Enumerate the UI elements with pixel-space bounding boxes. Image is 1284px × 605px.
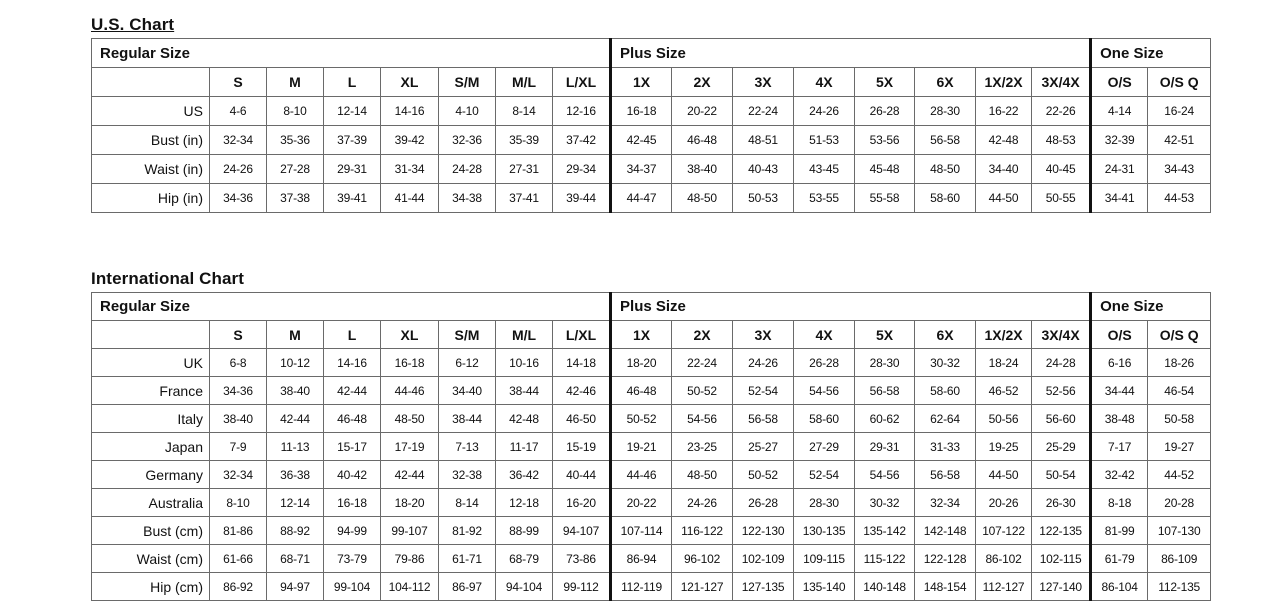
table-cell: 27-28 [267, 155, 324, 184]
us-chart-section [91, 12, 1199, 213]
table-cell: 34-40 [976, 155, 1032, 184]
table-cell: 4-10 [439, 97, 496, 126]
table-row [92, 405, 1211, 433]
table-cell: 39-44 [553, 184, 611, 213]
table-cell: 42-48 [976, 126, 1032, 155]
table-cell: 37-38 [267, 184, 324, 213]
corner-cell [92, 321, 210, 349]
table-cell: 34-37 [611, 155, 672, 184]
table-row [92, 349, 1211, 377]
table-cell: 16-18 [324, 489, 381, 517]
table-cell: 18-26 [1148, 349, 1211, 377]
table-cell: 50-56 [976, 405, 1032, 433]
size-header: O/S Q [1148, 68, 1211, 97]
size-header: O/S [1091, 68, 1148, 97]
us-size-table [91, 38, 1211, 213]
size-header: 6X [915, 68, 976, 97]
table-row [92, 155, 1211, 184]
table-cell: 107-114 [611, 517, 672, 545]
size-header: M/L [496, 68, 553, 97]
table-cell: 34-41 [1091, 184, 1148, 213]
table-cell: 51-53 [794, 126, 855, 155]
table-cell: 115-122 [855, 545, 915, 573]
table-cell: 61-79 [1091, 545, 1148, 573]
table-cell: 48-50 [381, 405, 439, 433]
table-cell: 86-109 [1148, 545, 1211, 573]
table-cell: 43-45 [794, 155, 855, 184]
table-cell: 12-18 [496, 489, 553, 517]
table-cell: 38-44 [439, 405, 496, 433]
table-cell: 19-27 [1148, 433, 1211, 461]
table-cell: 38-44 [496, 377, 553, 405]
table-cell: 12-14 [324, 97, 381, 126]
table-cell: 22-24 [733, 97, 794, 126]
table-cell: 44-53 [1148, 184, 1211, 213]
size-header: XL [381, 68, 439, 97]
table-cell: 24-26 [210, 155, 267, 184]
table-cell: 34-40 [439, 377, 496, 405]
table-cell: 14-18 [553, 349, 611, 377]
table-cell: 96-102 [672, 545, 733, 573]
table-cell: 94-104 [496, 573, 553, 601]
table-cell: 35-36 [267, 126, 324, 155]
table-cell: 4-6 [210, 97, 267, 126]
group-header: Plus Size [611, 39, 1091, 68]
group-header: Plus Size [611, 293, 1091, 321]
table-row [92, 573, 1211, 601]
table-cell: 44-46 [381, 377, 439, 405]
group-header: One Size [1091, 39, 1211, 68]
table-cell: 46-50 [553, 405, 611, 433]
table-cell: 32-36 [439, 126, 496, 155]
size-header: S/M [439, 321, 496, 349]
table-cell: 54-56 [855, 461, 915, 489]
table-cell: 94-97 [267, 573, 324, 601]
table-cell: 112-127 [976, 573, 1032, 601]
table-cell: 6-8 [210, 349, 267, 377]
table-cell: 107-122 [976, 517, 1032, 545]
table-cell: 46-48 [672, 126, 733, 155]
table-cell: 42-51 [1148, 126, 1211, 155]
table-cell: 58-60 [794, 405, 855, 433]
table-cell: 26-28 [855, 97, 915, 126]
size-header: 1X [611, 68, 672, 97]
size-header: 1X/2X [976, 321, 1032, 349]
table-cell: 88-92 [267, 517, 324, 545]
table-cell: 58-60 [915, 184, 976, 213]
table-row [92, 489, 1211, 517]
table-cell: 112-135 [1148, 573, 1211, 601]
table-cell: 37-41 [496, 184, 553, 213]
table-cell: 68-79 [496, 545, 553, 573]
table-cell: 42-44 [381, 461, 439, 489]
row-label: Bust (in) [92, 126, 210, 155]
table-cell: 7-17 [1091, 433, 1148, 461]
international-group-header-row [92, 293, 1211, 321]
row-label: Hip (in) [92, 184, 210, 213]
table-cell: 6-16 [1091, 349, 1148, 377]
us-chart-title: U.S. Chart [91, 15, 175, 34]
size-header: 4X [794, 321, 855, 349]
table-cell: 116-122 [672, 517, 733, 545]
table-cell: 121-127 [672, 573, 733, 601]
table-cell: 12-14 [267, 489, 324, 517]
table-cell: 122-130 [733, 517, 794, 545]
table-cell: 73-79 [324, 545, 381, 573]
table-cell: 99-107 [381, 517, 439, 545]
table-cell: 44-52 [1148, 461, 1211, 489]
table-cell: 79-86 [381, 545, 439, 573]
table-cell: 24-26 [794, 97, 855, 126]
table-cell: 39-41 [324, 184, 381, 213]
table-cell: 73-86 [553, 545, 611, 573]
table-cell: 28-30 [915, 97, 976, 126]
table-cell: 56-60 [1032, 405, 1091, 433]
table-row [92, 517, 1211, 545]
table-cell: 20-22 [611, 489, 672, 517]
size-header: L [324, 321, 381, 349]
table-cell: 112-119 [611, 573, 672, 601]
table-cell: 7-9 [210, 433, 267, 461]
group-header: One Size [1091, 293, 1211, 321]
table-cell: 34-36 [210, 184, 267, 213]
table-cell: 40-42 [324, 461, 381, 489]
size-header: M [267, 321, 324, 349]
table-cell: 24-26 [733, 349, 794, 377]
row-label: US [92, 97, 210, 126]
table-cell: 26-30 [1032, 489, 1091, 517]
size-header: L/XL [553, 68, 611, 97]
row-label: Germany [92, 461, 210, 489]
table-cell: 44-47 [611, 184, 672, 213]
table-cell: 52-56 [1032, 377, 1091, 405]
table-cell: 62-64 [915, 405, 976, 433]
table-cell: 19-25 [976, 433, 1032, 461]
table-cell: 52-54 [733, 377, 794, 405]
table-cell: 50-52 [672, 377, 733, 405]
table-cell: 54-56 [794, 377, 855, 405]
table-cell: 23-25 [672, 433, 733, 461]
table-cell: 38-40 [672, 155, 733, 184]
table-cell: 18-20 [381, 489, 439, 517]
size-header: 5X [855, 68, 915, 97]
table-cell: 32-39 [1091, 126, 1148, 155]
table-cell: 109-115 [794, 545, 855, 573]
table-cell: 35-39 [496, 126, 553, 155]
table-cell: 30-32 [855, 489, 915, 517]
table-cell: 12-16 [553, 97, 611, 126]
table-cell: 34-38 [439, 184, 496, 213]
table-cell: 17-19 [381, 433, 439, 461]
table-cell: 68-71 [267, 545, 324, 573]
size-header: 3X [733, 321, 794, 349]
table-cell: 40-44 [553, 461, 611, 489]
table-cell: 50-53 [733, 184, 794, 213]
table-cell: 32-34 [915, 489, 976, 517]
table-cell: 46-48 [611, 377, 672, 405]
size-header: M/L [496, 321, 553, 349]
table-cell: 40-43 [733, 155, 794, 184]
size-header: S/M [439, 68, 496, 97]
table-cell: 140-148 [855, 573, 915, 601]
size-header: L/XL [553, 321, 611, 349]
table-cell: 44-50 [976, 184, 1032, 213]
table-cell: 8-14 [496, 97, 553, 126]
table-cell: 18-20 [611, 349, 672, 377]
table-cell: 20-28 [1148, 489, 1211, 517]
row-label: UK [92, 349, 210, 377]
table-cell: 4-14 [1091, 97, 1148, 126]
table-cell: 99-104 [324, 573, 381, 601]
size-header: M [267, 68, 324, 97]
us-size-header-row [92, 68, 1211, 97]
table-cell: 27-29 [794, 433, 855, 461]
table-cell: 46-54 [1148, 377, 1211, 405]
table-cell: 86-102 [976, 545, 1032, 573]
table-row [92, 184, 1211, 213]
table-cell: 60-62 [855, 405, 915, 433]
size-header: 6X [915, 321, 976, 349]
table-cell: 48-50 [672, 184, 733, 213]
table-cell: 24-31 [1091, 155, 1148, 184]
table-cell: 38-40 [267, 377, 324, 405]
table-cell: 26-28 [794, 349, 855, 377]
table-cell: 50-55 [1032, 184, 1091, 213]
table-cell: 104-112 [381, 573, 439, 601]
table-cell: 42-44 [324, 377, 381, 405]
table-cell: 16-18 [611, 97, 672, 126]
table-cell: 14-16 [324, 349, 381, 377]
table-cell: 28-30 [855, 349, 915, 377]
table-row [92, 377, 1211, 405]
table-cell: 56-58 [915, 461, 976, 489]
table-cell: 29-31 [855, 433, 915, 461]
table-cell: 10-16 [496, 349, 553, 377]
table-cell: 32-38 [439, 461, 496, 489]
size-header: S [210, 68, 267, 97]
size-header: 2X [672, 321, 733, 349]
size-header: 5X [855, 321, 915, 349]
table-cell: 29-31 [324, 155, 381, 184]
table-cell: 48-53 [1032, 126, 1091, 155]
corner-cell [92, 68, 210, 97]
table-cell: 50-52 [733, 461, 794, 489]
table-cell: 42-44 [267, 405, 324, 433]
table-cell: 37-39 [324, 126, 381, 155]
table-cell: 20-26 [976, 489, 1032, 517]
table-cell: 41-44 [381, 184, 439, 213]
table-cell: 25-29 [1032, 433, 1091, 461]
table-cell: 7-13 [439, 433, 496, 461]
table-cell: 22-24 [672, 349, 733, 377]
size-header: 1X [611, 321, 672, 349]
table-cell: 31-34 [381, 155, 439, 184]
table-cell: 135-142 [855, 517, 915, 545]
size-header: L [324, 68, 381, 97]
size-header: 4X [794, 68, 855, 97]
table-cell: 16-20 [553, 489, 611, 517]
table-cell: 86-104 [1091, 573, 1148, 601]
row-label: Japan [92, 433, 210, 461]
table-cell: 45-48 [855, 155, 915, 184]
size-header: 3X [733, 68, 794, 97]
table-cell: 81-86 [210, 517, 267, 545]
table-cell: 37-42 [553, 126, 611, 155]
table-cell: 32-42 [1091, 461, 1148, 489]
international-size-header-row [92, 321, 1211, 349]
table-cell: 27-31 [496, 155, 553, 184]
table-cell: 61-66 [210, 545, 267, 573]
table-cell: 11-17 [496, 433, 553, 461]
table-cell: 8-10 [210, 489, 267, 517]
table-cell: 53-55 [794, 184, 855, 213]
table-cell: 42-48 [496, 405, 553, 433]
table-cell: 86-94 [611, 545, 672, 573]
table-cell: 81-92 [439, 517, 496, 545]
international-chart-section [91, 266, 1201, 601]
table-cell: 8-14 [439, 489, 496, 517]
table-cell: 30-32 [915, 349, 976, 377]
table-cell: 34-36 [210, 377, 267, 405]
table-cell: 81-99 [1091, 517, 1148, 545]
table-cell: 29-34 [553, 155, 611, 184]
table-cell: 102-109 [733, 545, 794, 573]
size-header: S [210, 321, 267, 349]
table-cell: 28-30 [794, 489, 855, 517]
international-size-table [91, 292, 1211, 601]
table-cell: 86-92 [210, 573, 267, 601]
table-cell: 94-99 [324, 517, 381, 545]
table-cell: 16-24 [1148, 97, 1211, 126]
table-cell: 48-51 [733, 126, 794, 155]
table-cell: 34-43 [1148, 155, 1211, 184]
table-cell: 24-26 [672, 489, 733, 517]
table-cell: 26-28 [733, 489, 794, 517]
table-cell: 11-13 [267, 433, 324, 461]
table-cell: 58-60 [915, 377, 976, 405]
table-cell: 86-97 [439, 573, 496, 601]
table-cell: 16-22 [976, 97, 1032, 126]
table-cell: 122-135 [1032, 517, 1091, 545]
table-cell: 36-38 [267, 461, 324, 489]
table-cell: 42-45 [611, 126, 672, 155]
table-cell: 44-46 [611, 461, 672, 489]
group-header: Regular Size [92, 293, 611, 321]
size-header: 3X/4X [1032, 321, 1091, 349]
table-cell: 8-18 [1091, 489, 1148, 517]
size-header: 2X [672, 68, 733, 97]
table-cell: 53-56 [855, 126, 915, 155]
table-cell: 48-50 [915, 155, 976, 184]
table-row [92, 461, 1211, 489]
table-cell: 6-12 [439, 349, 496, 377]
table-cell: 99-112 [553, 573, 611, 601]
table-cell: 56-58 [915, 126, 976, 155]
table-cell: 38-48 [1091, 405, 1148, 433]
table-cell: 127-135 [733, 573, 794, 601]
table-cell: 31-33 [915, 433, 976, 461]
table-cell: 39-42 [381, 126, 439, 155]
row-label: France [92, 377, 210, 405]
table-cell: 56-58 [733, 405, 794, 433]
table-cell: 148-154 [915, 573, 976, 601]
table-cell: 34-44 [1091, 377, 1148, 405]
row-label: Italy [92, 405, 210, 433]
table-cell: 52-54 [794, 461, 855, 489]
table-cell: 50-54 [1032, 461, 1091, 489]
international-chart-title: International Chart [91, 269, 245, 288]
row-label: Bust (cm) [92, 517, 210, 545]
table-cell: 24-28 [1032, 349, 1091, 377]
table-cell: 44-50 [976, 461, 1032, 489]
size-header: O/S Q [1148, 321, 1211, 349]
table-cell: 50-52 [611, 405, 672, 433]
table-cell: 54-56 [672, 405, 733, 433]
table-cell: 135-140 [794, 573, 855, 601]
table-cell: 130-135 [794, 517, 855, 545]
table-cell: 32-34 [210, 461, 267, 489]
table-cell: 46-48 [324, 405, 381, 433]
table-cell: 88-99 [496, 517, 553, 545]
table-cell: 48-50 [672, 461, 733, 489]
us-group-header-row [92, 39, 1211, 68]
size-header: XL [381, 321, 439, 349]
table-cell: 42-46 [553, 377, 611, 405]
table-cell: 20-22 [672, 97, 733, 126]
table-cell: 8-10 [267, 97, 324, 126]
table-cell: 50-58 [1148, 405, 1211, 433]
table-cell: 18-24 [976, 349, 1032, 377]
table-cell: 40-45 [1032, 155, 1091, 184]
table-cell: 46-52 [976, 377, 1032, 405]
table-row [92, 126, 1211, 155]
row-label: Australia [92, 489, 210, 517]
row-label: Waist (cm) [92, 545, 210, 573]
group-header: Regular Size [92, 39, 611, 68]
size-header: O/S [1091, 321, 1148, 349]
table-cell: 61-71 [439, 545, 496, 573]
table-cell: 16-18 [381, 349, 439, 377]
table-cell: 127-140 [1032, 573, 1091, 601]
table-cell: 38-40 [210, 405, 267, 433]
table-cell: 142-148 [915, 517, 976, 545]
table-cell: 36-42 [496, 461, 553, 489]
table-cell: 10-12 [267, 349, 324, 377]
table-cell: 56-58 [855, 377, 915, 405]
table-cell: 15-17 [324, 433, 381, 461]
table-cell: 102-115 [1032, 545, 1091, 573]
table-cell: 107-130 [1148, 517, 1211, 545]
table-cell: 25-27 [733, 433, 794, 461]
size-header: 1X/2X [976, 68, 1032, 97]
table-cell: 22-26 [1032, 97, 1091, 126]
table-cell: 15-19 [553, 433, 611, 461]
table-row [92, 433, 1211, 461]
table-cell: 122-128 [915, 545, 976, 573]
table-cell: 14-16 [381, 97, 439, 126]
table-cell: 19-21 [611, 433, 672, 461]
row-label: Waist (in) [92, 155, 210, 184]
table-cell: 24-28 [439, 155, 496, 184]
size-header: 3X/4X [1032, 68, 1091, 97]
table-cell: 94-107 [553, 517, 611, 545]
row-label: Hip (cm) [92, 573, 210, 601]
table-row [92, 545, 1211, 573]
table-row [92, 97, 1211, 126]
table-cell: 32-34 [210, 126, 267, 155]
table-cell: 55-58 [855, 184, 915, 213]
